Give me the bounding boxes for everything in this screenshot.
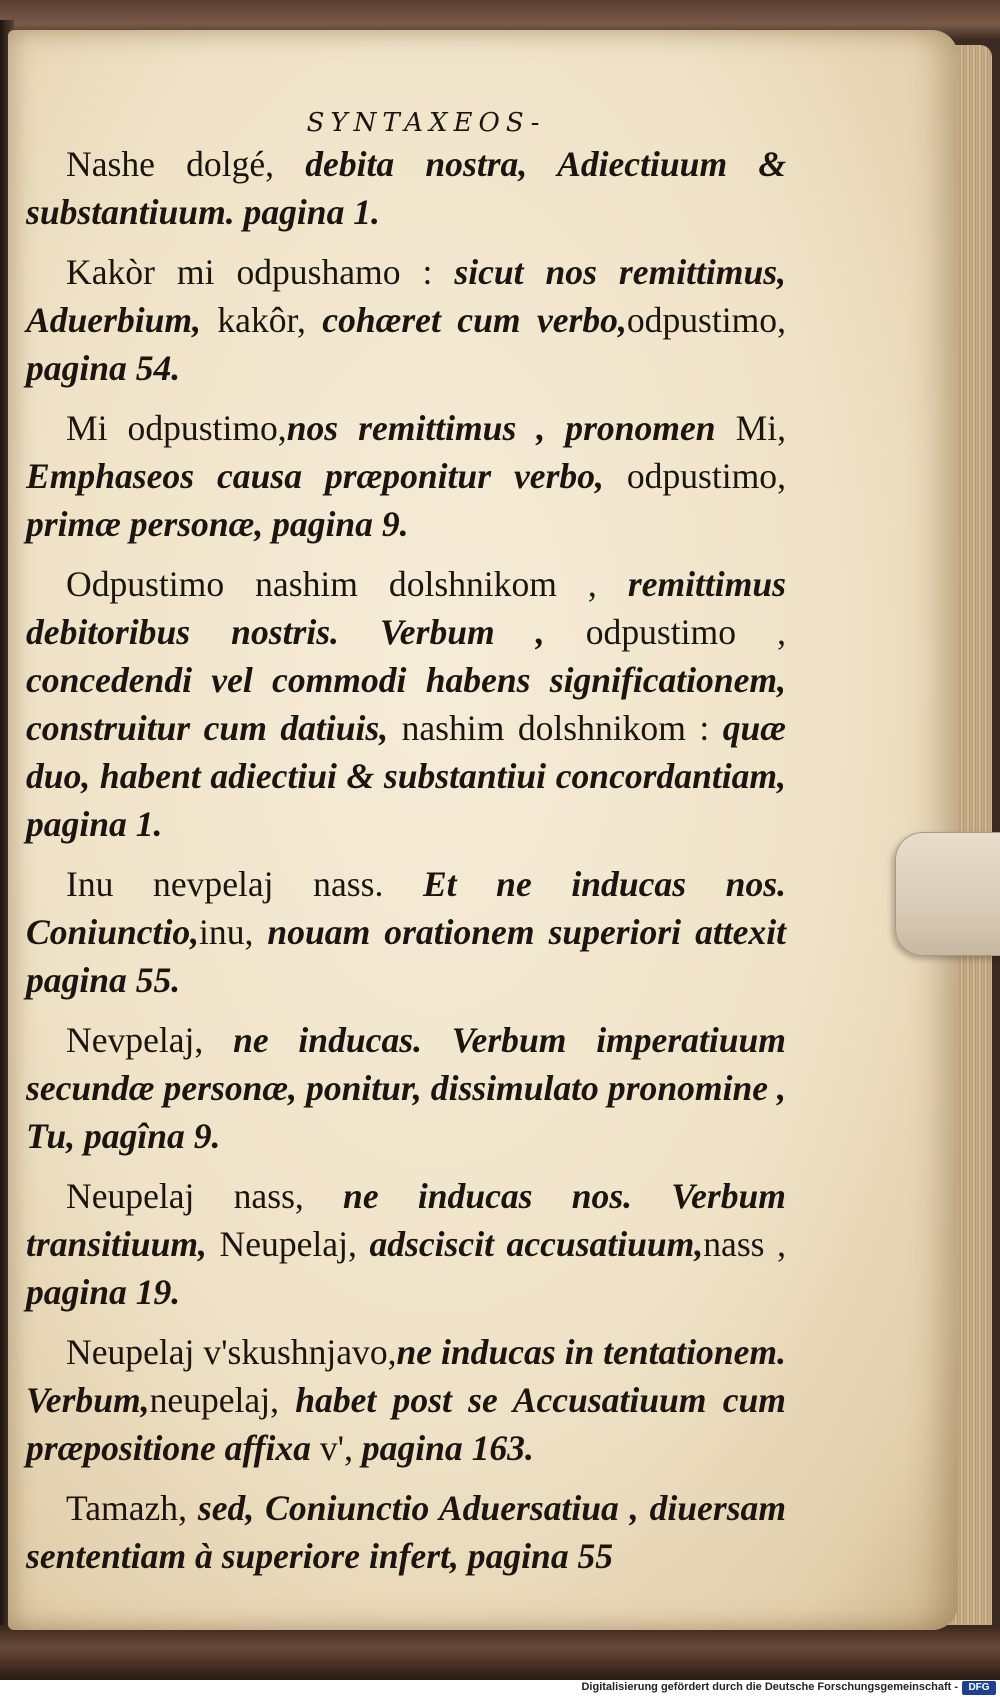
slovene-text: Nashe dolgé, [66,144,306,184]
slovene-text: Neupelaj v'skushnjavo, [66,1332,397,1372]
latin-gloss-text: nouam orationem superiori attexit pagina 55. [26,912,786,1000]
slovene-text: odpustimo , [585,612,786,652]
slovene-text: v', [319,1428,362,1468]
latin-gloss-text: sed, Coniunctio Aduersatiua , diuersam sententiam à superiore infert, pagina 55 [26,1488,787,1576]
paragraph-list [26,140,786,1580]
dfg-logo: DFG [962,1681,996,1695]
slovene-text: odpustimo, [626,456,786,496]
slovene-text: nashim dolshnikom : [401,708,723,748]
latin-gloss-text: remittimus debitoribus nostris. Verbum , [26,564,786,652]
latin-gloss-text: adsciscit accusatiuum, [369,1224,704,1264]
slovene-text: Nevpelaj, [66,1020,234,1060]
latin-gloss-text: cohæret cum verbo, [322,300,627,340]
slovene-text: neupelaj, [149,1380,296,1420]
slovene-text: Neupelaj nass, [66,1176,344,1216]
book-cover-bottom [0,1625,1000,1680]
latin-gloss-text: ne inducas. Verbum imperatiuum secundæ personæ, ponitur, dissimulato pronomine , Tu, pagîna 9. [26,1020,786,1156]
slovene-text: Odpustimo nashim dolshnikom , [66,564,628,604]
paragraph [26,1016,786,1160]
latin-gloss-text: ne inducas nos. Verbum transitiuum, [26,1176,786,1264]
paragraph [26,560,786,848]
latin-gloss-text: nos remittimus , pronomen [286,408,736,448]
digitization-credit: Digitalisierung gefördert durch die Deutsche Forschungsgemeinschaft - [581,1681,958,1693]
slovene-text: kakôr, [217,300,323,340]
running-head: SYNTAXEOS- [306,108,546,138]
slovene-text: nass , [703,1224,787,1264]
paragraph [26,1172,786,1316]
slovene-text: odpustimo, [626,300,786,340]
latin-gloss-text: Et ne inducas nos. Coniunctio, [26,864,786,952]
paragraph [26,248,786,392]
paragraph [26,1328,786,1472]
latin-gloss-text: quæ duo, habent adiectiui & substantiui concordantiam, pagina 1. [26,708,786,844]
latin-gloss-text: debita nostra, Adiectiuum & substantiuum. pagina 1. [26,144,786,232]
latin-gloss-text: sicut nos remittimus, Aduerbium, [26,252,786,340]
slovene-text: inu, [199,912,268,952]
page-text [26,108,786,1592]
slovene-text: Inu nevpelaj nass. [66,864,423,904]
slovene-text: Mi, [735,408,786,448]
latin-gloss-text: concedendi vel commodi habens significationem, construitur cum datiuis, [26,660,786,748]
latin-gloss-text: Emphaseos causa præponitur verbo, [26,456,627,496]
paragraph [26,404,786,548]
latin-gloss-text: pagina 19. [26,1272,181,1312]
paragraph [26,140,786,236]
paragraph [26,1484,786,1580]
latin-gloss-text: pagina 163. [361,1428,534,1468]
latin-gloss-text: ne inducas in tentationem. Verbum, [26,1332,786,1420]
latin-gloss-text: habet post se Accusatiuum cum præpositione affixa [26,1380,786,1468]
latin-gloss-text: pagina 54. [26,348,181,388]
latin-gloss-text: primæ personæ, pagina 9. [26,504,409,544]
slovene-text: Kakòr mi odpushamo : [66,252,455,292]
bookmark-clip [895,832,1000,956]
slovene-text: Tamazh, [66,1488,198,1528]
slovene-text: Mi odpustimo, [66,408,287,448]
slovene-text: Neupelaj, [219,1224,370,1264]
paragraph [26,860,786,1004]
